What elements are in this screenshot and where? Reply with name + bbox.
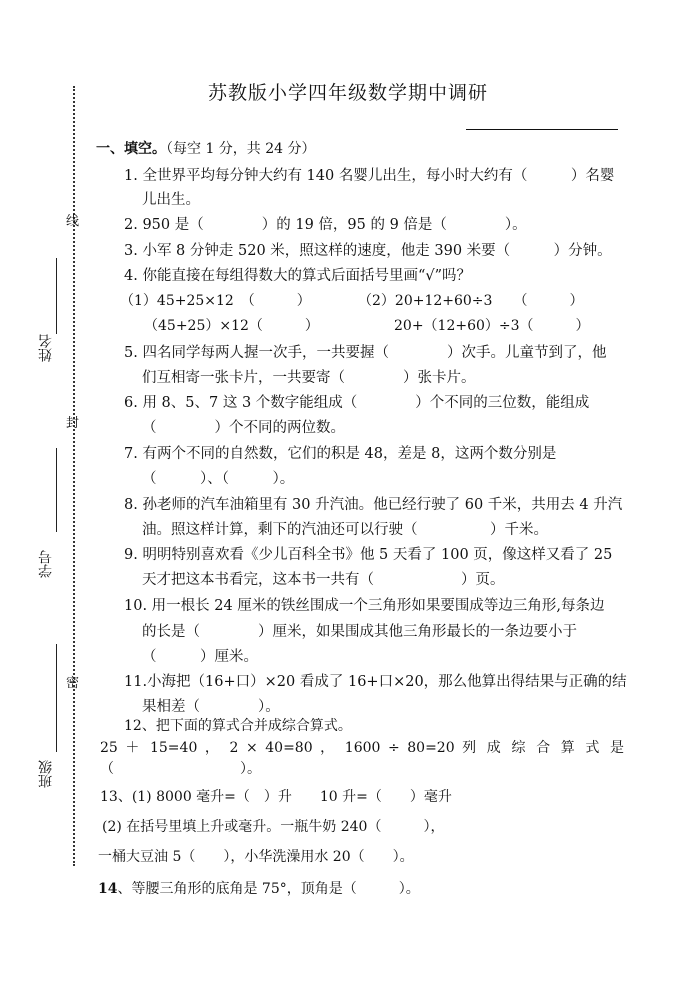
- question-10-line-2: 的长是（ ）厘米，如果围成其他三角形最长的一条边要小于: [142, 624, 577, 640]
- binding-dotted-line: [73, 86, 75, 866]
- question-12: 12、把下面的算式合并成综合算式。: [124, 718, 352, 734]
- question-14: [98, 878, 420, 898]
- question-10-line-1: 10. 用一根长 24 厘米的铁丝围成一个三角形如果要围成等边三角形,每条边: [124, 598, 605, 614]
- class-write-line: [56, 644, 57, 752]
- question-6-line-2: （ ）个不同的两位数。: [142, 420, 345, 436]
- question-8-line-2: 油。照这样计算，剩下的汽油还可以行驶（ ）千米。: [142, 522, 548, 538]
- question-14-text: 、等腰三角形的底角是 75°，顶角是（ ）。: [117, 881, 420, 897]
- question-13-part-2-continued: 一桶大豆油 5（ ），小华洗澡用水 20（ ）。: [98, 849, 414, 865]
- question-1-line-1: 1. 全世界平均每分钟大约有 140 名婴儿出生，每小时大约有（ ）名婴: [124, 168, 615, 184]
- question-5-line-1: 5. 四名同学每两人握一次手，一共要握（ ）次手。儿童节到了，他: [124, 345, 607, 361]
- page-title: 苏教版小学四年级数学期中调研: [207, 82, 488, 104]
- question-3: 3. 小军 8 分钟走 520 米，照这样的速度，他走 390 米要（ ）分钟。: [124, 243, 612, 259]
- question-9-line-2: 天才把这本书看完，这本书一共有（ ）页。: [142, 572, 505, 588]
- seal-mark-line: 线: [66, 214, 80, 229]
- question-7-line-2: （ ）、（ ）。: [142, 471, 295, 487]
- section-heading: [96, 138, 316, 158]
- question-12-expressions: 25 ＋ 15=40 ， 2 × 40=80 ， 1600 ÷ 80=20 列 成 综 合 算 式 是: [100, 740, 624, 756]
- question-2: 2. 950 是（ ）的 19 倍，95 的 9 倍是（ ）。: [124, 217, 527, 233]
- question-1-line-2: 儿出生。: [142, 192, 200, 208]
- question-13-part-1: 13、(1) 8000 毫升=（ ）升 10 升=（ ）毫升: [100, 789, 452, 805]
- student-no-label: 学号: [38, 550, 54, 578]
- question-10-line-3: （ ）厘米。: [142, 649, 258, 665]
- question-4-item-2a: （2）20+12+60÷3 （ ）: [358, 293, 584, 309]
- question-11-line-1: 11.小海把（16+口）×20 看成了 16+口×20，那么他算出得结果与正确的结: [124, 674, 627, 690]
- question-4-item-1b: （45+25）×12（ ）: [144, 318, 319, 334]
- name-label: 姓名: [38, 334, 54, 362]
- question-8-line-1: 8. 孙老师的汽车油箱里有 30 升汽油。他已经行驶了 60 千米，共用去 4 升汽: [124, 497, 623, 513]
- question-11-line-2: 果相差（ ）。: [142, 699, 280, 715]
- question-14-number: 14: [98, 881, 118, 897]
- question-12-answer-blank: （ ）。: [100, 761, 261, 777]
- student-no-write-line: [56, 448, 57, 532]
- name-write-line: [56, 258, 57, 334]
- question-7-line-1: 7. 有两个不同的自然数，它们的积是 48，差是 8，这两个数分别是: [124, 446, 557, 462]
- question-4: 4. 你能直接在每组得数大的算式后面括号里画“√”吗？: [124, 268, 472, 284]
- question-5-line-2: 们互相寄一张卡片，一共要寄（ ）张卡片。: [142, 370, 476, 386]
- class-label: 班级: [38, 760, 54, 788]
- seal-mark-secret: 密: [66, 676, 80, 691]
- question-4-item-2b: 20+（12+60）÷3（ ）: [394, 318, 590, 334]
- question-4-item-1a: （1）45+25×12 （ ）: [120, 293, 311, 309]
- question-13-part-2: (2) 在括号里填上升或毫升。一瓶牛奶 240（ ），: [102, 819, 445, 835]
- question-6-line-1: 6. 用 8、5、7 这 3 个数字能组成（ ）个不同的三位数，能组成: [124, 395, 590, 411]
- section-score-note: （每空 1 分，共 24 分）: [166, 141, 316, 157]
- section-title: 一、填空。: [96, 141, 166, 157]
- title-underline: [466, 129, 618, 130]
- question-9-line-1: 9. 明明特别喜欢看《少儿百科全书》他 5 天看了 100 页，像这样又看了 25: [124, 547, 613, 563]
- seal-mark-seal: 封: [66, 416, 80, 431]
